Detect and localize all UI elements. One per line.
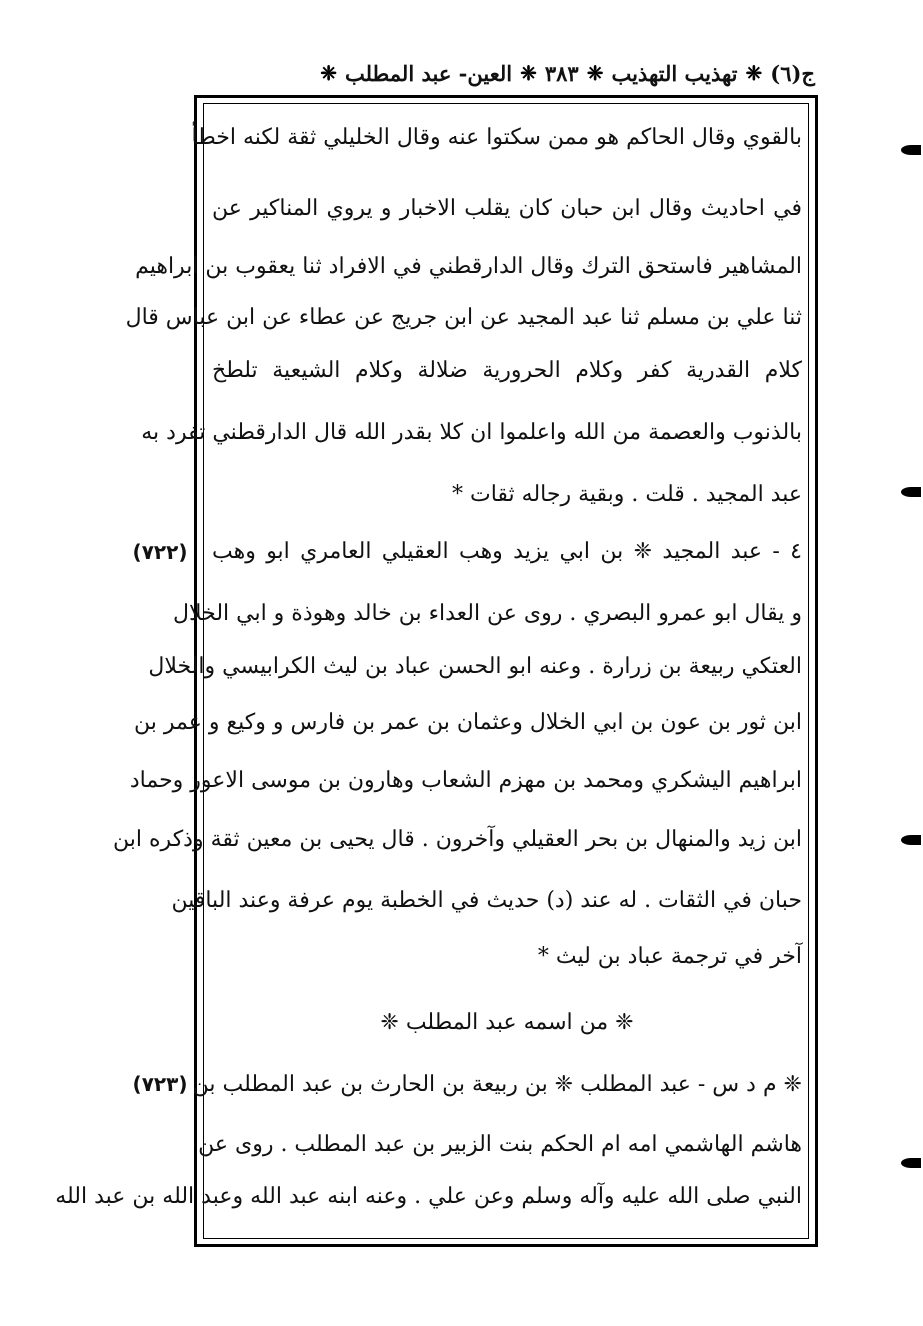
entry-line: النبي صلى الله عليه وآله وسلم وعن علي . وعنه ابنه عبد الله وعبد الله بن عبد الله xyxy=(55,1184,802,1209)
entry-line: ❈ م د س - عبد المطلب ❈ بن ربيعة بن الحارث بن عبد المطلب بن xyxy=(192,1072,802,1097)
entry-line: ٤ - عبد المجيد ❈ بن ابي يزيد وهب العقيلي العامري ابو وهب xyxy=(212,539,802,564)
ornament-icon: ❈ xyxy=(745,61,763,85)
volume-label: ج(٦) xyxy=(770,60,815,86)
margin-mark xyxy=(901,1158,921,1168)
margin-mark xyxy=(901,835,921,845)
text-line: في احاديث وقال ابن حبان كان يقلب الاخبار و يروي المناكير عن xyxy=(212,196,802,221)
entry-line: هاشم الهاشمي امه ام الحكم بنت الزبير بن عبد المطلب . روى عن xyxy=(198,1132,802,1157)
entry-line: العتكي ربيعة بن زرارة . وعنه ابو الحسن عباد بن ليث الكرابيسي والخلال xyxy=(148,654,802,679)
section-title: العين- عبد المطلب xyxy=(344,60,513,86)
margin-mark xyxy=(901,487,921,497)
margin-mark xyxy=(901,145,921,155)
text-line: ثنا علي بن مسلم ثنا عبد المجيد عن ابن جريج عن عطاء عن ابن عباس قال xyxy=(125,305,802,330)
text-line: كلام القدرية كفر وكلام الحرورية ضلالة وكلام الشيعية تلطخ xyxy=(212,358,802,383)
text-line: بالقوي وقال الحاكم هو ممن سكتوا عنه وقال الخليلي ثقة لكنه اخطأ xyxy=(191,125,802,150)
entry-line: ابن ثور بن عون بن ابي الخلال وعثمان بن عمر بن فارس و وكيع و عمر بن xyxy=(133,710,802,735)
entry-line: ابراهيم اليشكري ومحمد بن مهزم الشعاب وهارون بن موسى الاعور وحماد xyxy=(129,768,802,793)
entry-line: ابن زيد والمنهال بن بحر العقيلي وآخرون . قال يحيى بن معين ثقة وذكره ابن xyxy=(113,827,802,852)
entry-line: و يقال ابو عمرو البصري . روى عن العداء بن خالد وهوذة و ابي الخلال xyxy=(173,601,802,626)
ornament-icon: ❈ xyxy=(520,61,537,85)
text-line: المشاهير فاستحق الترك وقال الدارقطني في الافراد ثنا يعقوب بن ابراهيم xyxy=(135,254,802,279)
page-number: ٣٨٣ xyxy=(544,60,579,86)
entry-line: حبان في الثقات . له عند (د) حديث في الخطبة يوم عرفة وعند الباقين xyxy=(171,888,802,913)
entry-number: (٧٢٢) xyxy=(132,540,188,564)
entry-number: (٧٢٣) xyxy=(132,1072,188,1096)
book-title: تهذيب التهذيب xyxy=(611,60,738,86)
text-line: بالذنوب والعصمة من الله واعلموا ان كلا بقدر الله قال الدارقطني تفرد به xyxy=(141,420,802,445)
ornament-icon: ❈ xyxy=(586,61,604,85)
running-header xyxy=(205,52,815,94)
text-line: عبد المجيد . قلت . وبقية رجاله ثقات * xyxy=(452,482,802,507)
entry-line: آخر في ترجمة عباد بن ليث * xyxy=(537,944,802,969)
ornament-icon: ❈ xyxy=(320,61,337,85)
section-heading: ❈ من اسمه عبد المطلب ❈ xyxy=(380,1010,634,1035)
